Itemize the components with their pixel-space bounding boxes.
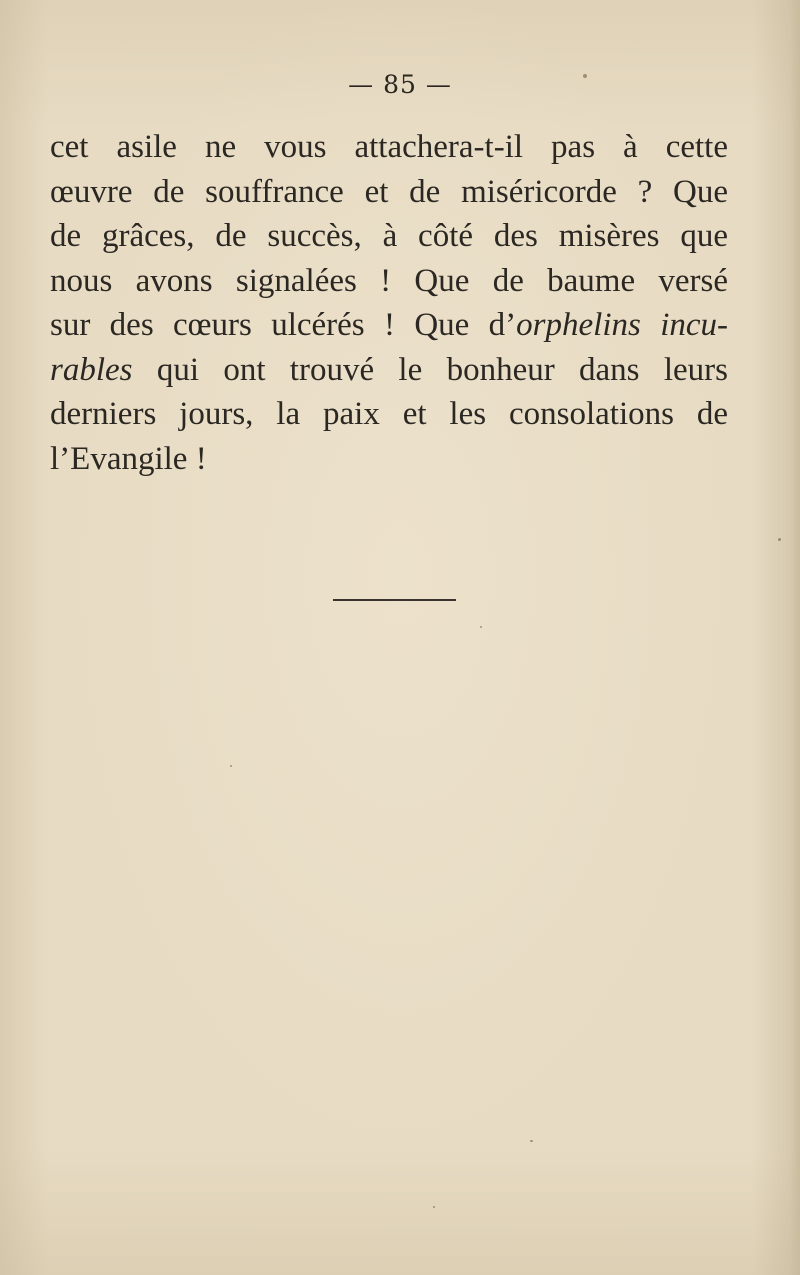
paper-speck xyxy=(230,765,232,767)
paper-speck xyxy=(583,74,587,78)
text-line xyxy=(50,348,728,393)
body-text xyxy=(50,125,728,481)
text-line xyxy=(50,303,728,348)
text-line: œuvre de souffrance et de miséricorde ? Que xyxy=(50,173,728,210)
paper-speck xyxy=(480,626,482,628)
text-segment: sur des cœurs ulcérés ! Que d’ xyxy=(50,307,517,343)
page-number: — 85 — xyxy=(348,70,452,99)
section-divider xyxy=(333,599,456,601)
text-line: l’Evangile ! xyxy=(50,440,207,477)
italic-text: orphelins incu- xyxy=(516,307,728,343)
text-line: cet asile ne vous attachera-t-il pas à cette xyxy=(50,129,728,165)
text-line: nous avons signalées ! Que de baume versé xyxy=(50,262,728,299)
text-line: de grâces, de succès, à côté des misères que xyxy=(50,218,728,254)
italic-text: rables xyxy=(50,351,133,388)
text-line: derniers jours, la paix et les consolations de xyxy=(50,396,728,432)
page-edge-shadow xyxy=(790,0,800,1275)
text-segment: qui ont trouvé le bonheur dans leurs xyxy=(132,351,728,388)
paper-speck xyxy=(433,1206,435,1208)
paper-speck xyxy=(530,1140,533,1142)
paper-speck xyxy=(778,538,781,541)
